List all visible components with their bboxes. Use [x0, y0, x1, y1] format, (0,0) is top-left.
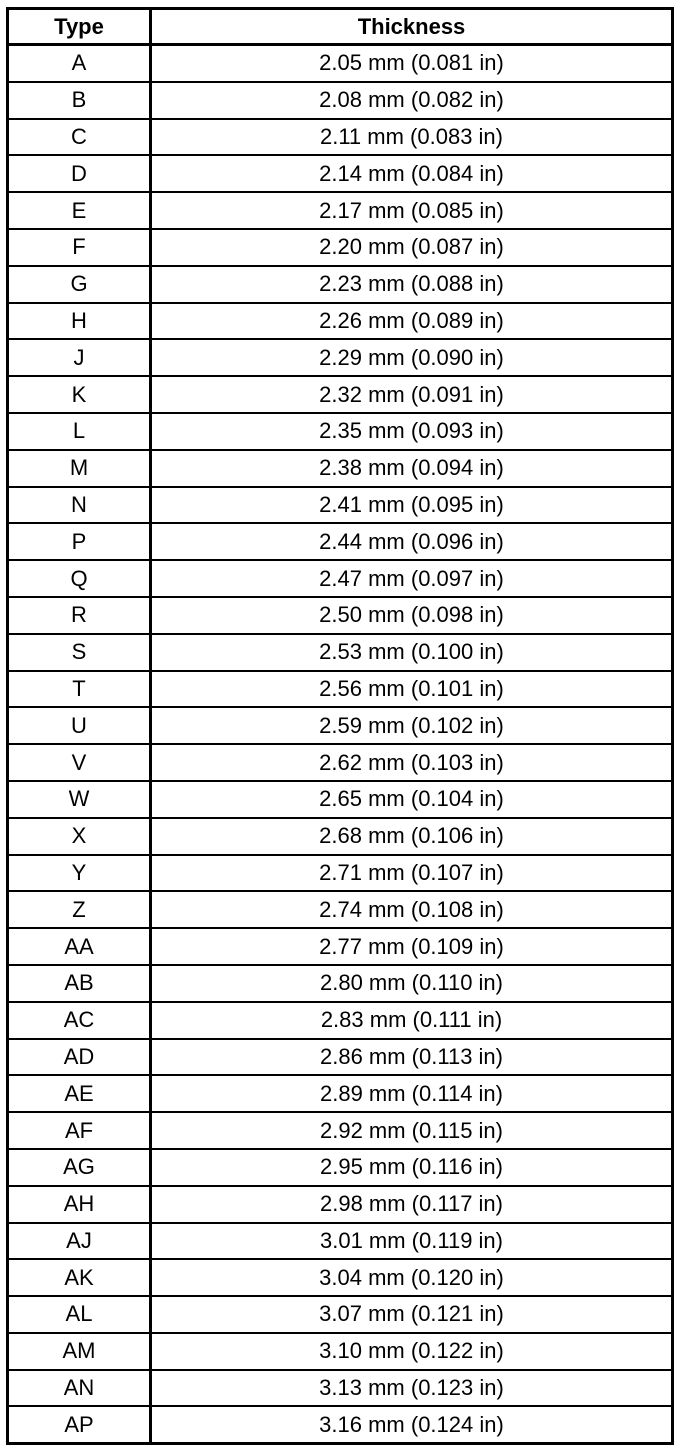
thickness-cell: 2.65 mm (0.104 in)	[151, 781, 673, 818]
thickness-cell: 2.53 mm (0.100 in)	[151, 634, 673, 671]
table-header-row	[8, 9, 673, 45]
thickness-table-container	[6, 7, 671, 1445]
type-cell: AL	[8, 1296, 151, 1333]
thickness-cell: 2.47 mm (0.097 in)	[151, 560, 673, 597]
type-cell: X	[8, 818, 151, 855]
type-cell: AG	[8, 1149, 151, 1186]
type-cell: J	[8, 339, 151, 376]
type-cell: S	[8, 634, 151, 671]
table-row	[8, 1186, 673, 1223]
thickness-column-header: Thickness	[151, 9, 673, 45]
table-row	[8, 82, 673, 119]
thickness-cell: 2.26 mm (0.089 in)	[151, 303, 673, 340]
type-cell: T	[8, 671, 151, 708]
table-row	[8, 487, 673, 524]
table-row	[8, 965, 673, 1002]
thickness-cell: 3.01 mm (0.119 in)	[151, 1223, 673, 1260]
type-cell: Y	[8, 855, 151, 892]
table-row	[8, 155, 673, 192]
table-row	[8, 1039, 673, 1076]
thickness-cell: 2.98 mm (0.117 in)	[151, 1186, 673, 1223]
table-row	[8, 928, 673, 965]
type-cell: AJ	[8, 1223, 151, 1260]
table-row	[8, 266, 673, 303]
table-row	[8, 891, 673, 928]
thickness-cell: 2.41 mm (0.095 in)	[151, 487, 673, 524]
thickness-cell: 2.11 mm (0.083 in)	[151, 119, 673, 156]
type-cell: L	[8, 413, 151, 450]
type-cell: R	[8, 597, 151, 634]
table-row	[8, 707, 673, 744]
table-row	[8, 119, 673, 156]
thickness-cell: 3.16 mm (0.124 in)	[151, 1406, 673, 1443]
type-cell: AD	[8, 1039, 151, 1076]
thickness-cell: 2.95 mm (0.116 in)	[151, 1149, 673, 1186]
thickness-cell: 2.23 mm (0.088 in)	[151, 266, 673, 303]
type-cell: AF	[8, 1112, 151, 1149]
type-cell: B	[8, 82, 151, 119]
table-row	[8, 634, 673, 671]
thickness-cell: 2.86 mm (0.113 in)	[151, 1039, 673, 1076]
type-cell: AM	[8, 1333, 151, 1370]
thickness-cell: 2.59 mm (0.102 in)	[151, 707, 673, 744]
thickness-cell: 2.89 mm (0.114 in)	[151, 1075, 673, 1112]
table-row	[8, 339, 673, 376]
table-body	[8, 45, 673, 1444]
type-cell: Q	[8, 560, 151, 597]
table-row	[8, 1149, 673, 1186]
thickness-cell: 2.20 mm (0.087 in)	[151, 229, 673, 266]
thickness-cell: 2.08 mm (0.082 in)	[151, 82, 673, 119]
thickness-cell: 2.05 mm (0.081 in)	[151, 45, 673, 82]
type-cell: A	[8, 45, 151, 82]
thickness-cell: 2.17 mm (0.085 in)	[151, 192, 673, 229]
thickness-cell: 2.68 mm (0.106 in)	[151, 818, 673, 855]
type-cell: AA	[8, 928, 151, 965]
type-cell: F	[8, 229, 151, 266]
table-row	[8, 1259, 673, 1296]
type-cell: H	[8, 303, 151, 340]
type-cell: AN	[8, 1370, 151, 1407]
thickness-cell: 2.35 mm (0.093 in)	[151, 413, 673, 450]
table-row	[8, 671, 673, 708]
thickness-cell: 3.13 mm (0.123 in)	[151, 1370, 673, 1407]
table-row	[8, 818, 673, 855]
table-row	[8, 1333, 673, 1370]
thickness-cell: 3.04 mm (0.120 in)	[151, 1259, 673, 1296]
thickness-cell: 2.62 mm (0.103 in)	[151, 744, 673, 781]
type-cell: P	[8, 523, 151, 560]
thickness-cell: 2.74 mm (0.108 in)	[151, 891, 673, 928]
thickness-cell: 2.50 mm (0.098 in)	[151, 597, 673, 634]
thickness-cell: 2.14 mm (0.084 in)	[151, 155, 673, 192]
type-cell: AP	[8, 1406, 151, 1443]
type-cell: AB	[8, 965, 151, 1002]
type-cell: W	[8, 781, 151, 818]
thickness-cell: 2.92 mm (0.115 in)	[151, 1112, 673, 1149]
table-row	[8, 560, 673, 597]
thickness-cell: 2.32 mm (0.091 in)	[151, 376, 673, 413]
type-cell: G	[8, 266, 151, 303]
table-row	[8, 597, 673, 634]
table-row	[8, 1002, 673, 1039]
table-row	[8, 413, 673, 450]
table-row	[8, 229, 673, 266]
type-cell: N	[8, 487, 151, 524]
thickness-cell: 2.77 mm (0.109 in)	[151, 928, 673, 965]
table-row	[8, 744, 673, 781]
type-cell: M	[8, 450, 151, 487]
type-column-header: Type	[8, 9, 151, 45]
type-cell: AH	[8, 1186, 151, 1223]
type-cell: Z	[8, 891, 151, 928]
thickness-cell: 2.83 mm (0.111 in)	[151, 1002, 673, 1039]
table-row	[8, 1406, 673, 1443]
table-row	[8, 376, 673, 413]
type-cell: AK	[8, 1259, 151, 1296]
table-row	[8, 450, 673, 487]
table-row	[8, 45, 673, 82]
table-row	[8, 855, 673, 892]
thickness-cell: 3.10 mm (0.122 in)	[151, 1333, 673, 1370]
table-row	[8, 1370, 673, 1407]
type-cell: E	[8, 192, 151, 229]
type-cell: V	[8, 744, 151, 781]
thickness-cell: 2.38 mm (0.094 in)	[151, 450, 673, 487]
table-row	[8, 303, 673, 340]
thickness-cell: 2.56 mm (0.101 in)	[151, 671, 673, 708]
thickness-cell: 2.71 mm (0.107 in)	[151, 855, 673, 892]
thickness-cell: 2.80 mm (0.110 in)	[151, 965, 673, 1002]
table-row	[8, 781, 673, 818]
type-cell: K	[8, 376, 151, 413]
table-row	[8, 1223, 673, 1260]
thickness-cell: 2.29 mm (0.090 in)	[151, 339, 673, 376]
table-row	[8, 1296, 673, 1333]
table-row	[8, 1075, 673, 1112]
type-cell: C	[8, 119, 151, 156]
type-cell: AC	[8, 1002, 151, 1039]
type-cell: U	[8, 707, 151, 744]
thickness-cell: 3.07 mm (0.121 in)	[151, 1296, 673, 1333]
thickness-cell: 2.44 mm (0.096 in)	[151, 523, 673, 560]
table-row	[8, 1112, 673, 1149]
type-cell: AE	[8, 1075, 151, 1112]
table-row	[8, 192, 673, 229]
type-cell: D	[8, 155, 151, 192]
table-row	[8, 523, 673, 560]
thickness-table	[6, 7, 674, 1445]
